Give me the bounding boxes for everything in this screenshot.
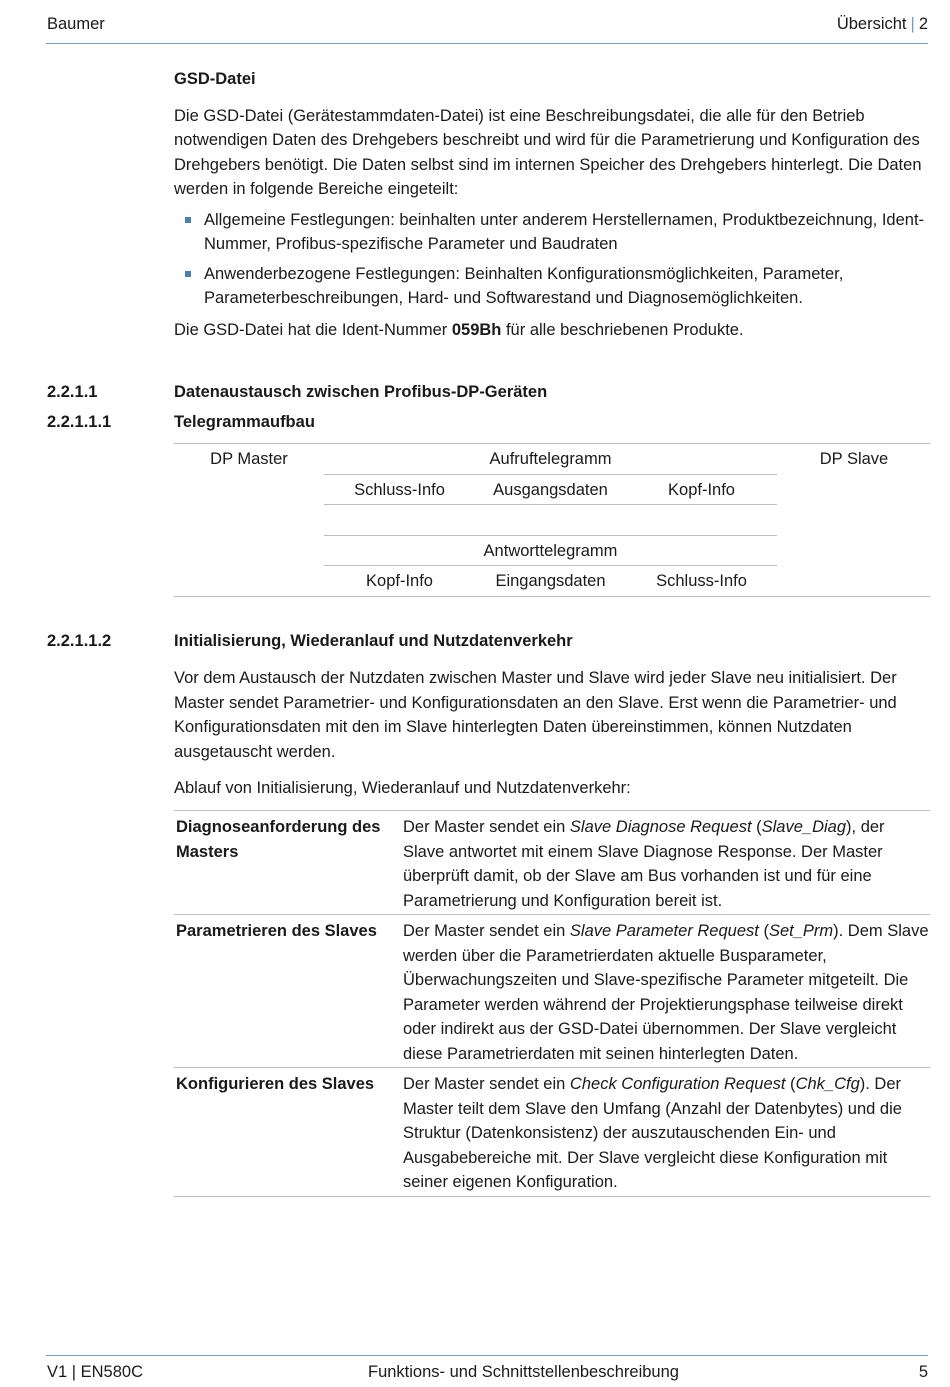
step-request-name: Slave Parameter Request — [569, 922, 759, 940]
answer-field-kopf-info: Kopf-Info — [366, 572, 433, 590]
section-number-2-2-1-1-1: 2.2.1.1.1 — [47, 413, 112, 431]
step-text: ). Der Master teilt dem Slave den Umfang (Anzahl der Datenbytes) und die Struktur (Datenkonsistenz) der auszutauschenden Ein- und Ausgabebereiche mit. Der Slave vergleicht diese Konfiguration mit seiner eigenen Konfiguration. — [403, 1075, 902, 1191]
call-telegram-title: Aufruftelegramm — [489, 450, 612, 468]
ident-prefix: Die GSD-Datei hat die Ident-Nummer — [174, 320, 452, 339]
step-term: Parametrieren des Slaves — [176, 922, 377, 940]
dp-master-label: DP Master — [210, 450, 288, 468]
answer-title-rule — [324, 565, 777, 566]
header-separator: | — [910, 15, 915, 33]
step-text: Der Master sendet ein — [403, 818, 570, 836]
section-title-telegrammaufbau: Telegrammaufbau — [174, 413, 315, 431]
gsd-paragraph: Die GSD-Datei (Gerätestammdaten-Datei) ist eine Beschreibungsdatei, die alle für den Betrieb notwendigen Daten des Drehgebers beschreibt und wird für die Parametrierung und Konfiguration des Drehgebers benötigt. Die Daten selbst sind im internen Speicher des Drehgebers hinterlegt. Die Daten werden in folgende Bereiche eingeteilt: — [174, 106, 922, 198]
list-item-text: Allgemeine Festlegungen: beinhalten unter anderem Herstellernamen, Produktbezeichnung, Ident-Nummer, Profibus-spezifische Parameter und Baudraten — [204, 210, 925, 253]
list-item-text: Anwenderbezogene Festlegungen: Beinhalten Konfigurationsmöglichkeiten, Parameter, Parameterbeschreibungen, Hard- und Softwarestand und Diagnosemöglichkeiten. — [204, 264, 844, 307]
ident-suffix: für alle beschriebenen Produkte. — [501, 320, 744, 339]
gsd-ident-sentence — [174, 318, 930, 343]
call-field-schluss-info: Schluss-Info — [354, 481, 445, 499]
section-number-2-2-1-1: 2.2.1.1 — [47, 383, 98, 401]
header-section — [837, 12, 928, 37]
answer-top-rule — [324, 535, 777, 536]
call-field-ausgangsdaten: Ausgangsdaten — [493, 481, 608, 499]
ident-number: 059Bh — [451, 320, 502, 339]
answer-telegram-title: Antworttelegramm — [483, 542, 618, 560]
step-text: ( — [785, 1075, 796, 1093]
footer-page-number: 5 — [918, 1363, 928, 1381]
header-page-number: 2 — [918, 15, 928, 33]
steps-top-rule — [174, 810, 930, 811]
call-field-kopf-info: Kopf-Info — [668, 481, 735, 499]
answer-field-eingangsdaten: Eingangsdaten — [495, 572, 606, 590]
step-description — [403, 815, 930, 913]
square-bullet-icon — [185, 271, 191, 277]
step-term: Diagnoseanforderung des Masters — [176, 818, 381, 861]
square-bullet-icon — [185, 217, 191, 223]
table-bottom-rule — [174, 596, 930, 597]
step-text: ( — [751, 818, 762, 836]
footer-version: V1 | EN580C — [47, 1363, 144, 1381]
step-request-code: Slave_Diag — [761, 818, 847, 836]
step-text: Der Master sendet ein — [403, 922, 570, 940]
step-request-name: Slave Diagnose Request — [569, 818, 752, 836]
section-title-datenaustausch: Datenaustausch zwischen Profibus-DP-Geräten — [174, 383, 548, 401]
gsd-heading: GSD-Datei — [174, 70, 256, 88]
call-fields-rule — [324, 504, 777, 505]
step-request-code: Chk_Cfg — [795, 1075, 860, 1093]
table-top-rule — [174, 443, 930, 444]
footer-document-title: Funktions- und Schnittstellenbeschreibung — [368, 1363, 679, 1381]
init-intro: Ablauf von Initialisierung, Wiederanlauf und Nutzdatenverkehr: — [174, 779, 631, 797]
gsd-bullet-list — [174, 208, 930, 311]
step-description — [403, 919, 930, 1066]
answer-field-schluss-info: Schluss-Info — [656, 572, 747, 590]
step-text: ), der Slave antwortet mit einem Slave Diagnose Response. Der Master überprüft damit, ob der Slave am Bus vorhanden ist und für eine Parametrierung und Konfiguration bereit ist. — [403, 818, 885, 910]
list-item — [174, 262, 930, 311]
step-description — [403, 1072, 930, 1195]
step-term: Konfigurieren des Slaves — [176, 1075, 375, 1093]
dp-slave-label: DP Slave — [819, 450, 889, 468]
list-item — [174, 208, 930, 257]
step-text: Der Master sendet ein — [403, 1075, 570, 1093]
init-paragraph: Vor dem Austausch der Nutzdaten zwischen Master und Slave wird jeder Slave neu initialisiert. Der Master sendet Parametrier- und Konfigurationsdaten an den Slave. Erst wenn die Parametrier- und Konfigurationsdaten mit den im Slave hinterlegten Daten übereinstimmen, können Nutzdaten ausgetauscht werden. — [174, 669, 897, 761]
step-text: ). Dem Slave werden über die Parametrierdaten aktuelle Busparameter, Überwachungszeiten und Slave-spezifische Parameter mitgeteilt. Die Parameter werden während der Projektierungsphase teilweise direkt oder indirekt aus der GSD-Datei übernommen. Der Slave vergleicht diese Parametrierdaten mit seinen hinterlegten Daten. — [403, 922, 929, 1063]
footer-divider — [46, 1355, 928, 1356]
step-text: ( — [758, 922, 769, 940]
steps-bottom-rule — [174, 1196, 930, 1197]
steps-row-rule — [174, 914, 930, 915]
call-title-rule — [324, 474, 777, 475]
header-brand: Baumer — [47, 15, 105, 33]
step-request-code: Set_Prm — [768, 922, 834, 940]
step-request-name: Check Configuration Request — [569, 1075, 786, 1093]
gsd-section — [174, 67, 930, 342]
section-number-2-2-1-1-2: 2.2.1.1.2 — [47, 632, 112, 650]
init-section-body — [174, 666, 930, 801]
header-title: Übersicht — [836, 15, 907, 33]
section-title-initialisierung: Initialisierung, Wiederanlauf und Nutzdatenverkehr — [174, 632, 573, 650]
header-divider — [46, 43, 928, 44]
steps-row-rule — [174, 1067, 930, 1068]
